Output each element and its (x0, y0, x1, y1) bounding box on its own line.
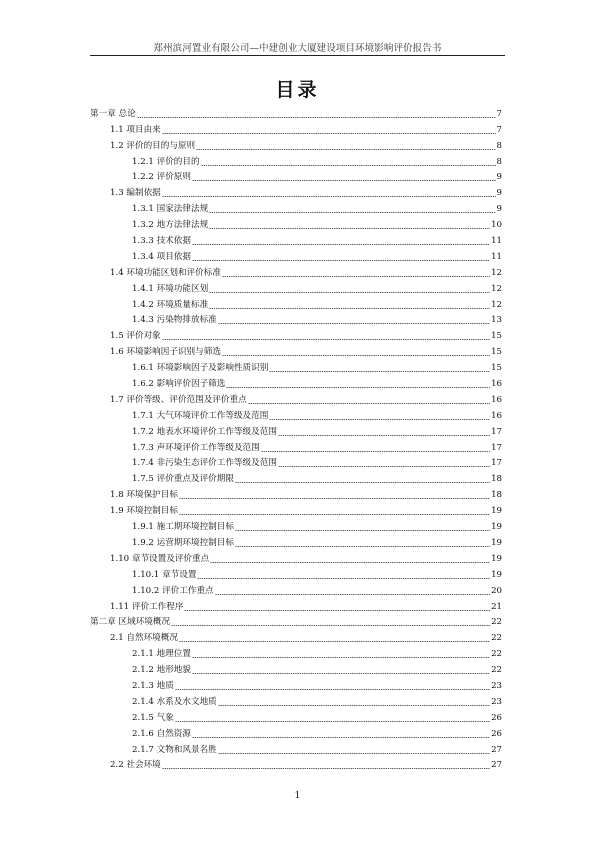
toc-entry-page: 17 (491, 426, 502, 437)
dot-leader (222, 276, 490, 277)
toc-entry[interactable] (90, 660, 502, 676)
toc-entry-page: 17 (491, 458, 502, 469)
toc-entry-label: 2.1.1 地理位置 (132, 649, 191, 660)
toc-entry-page: 26 (491, 712, 502, 723)
toc-entry-label: 1.3.3 技术依据 (132, 236, 191, 247)
toc-entry-label: 1.3.2 地方法律法规 (132, 220, 209, 231)
toc-entry-label: 1.7.3 声环境评价工作等级及范围 (132, 442, 260, 453)
toc-entry[interactable] (90, 295, 502, 311)
toc-entry[interactable] (90, 597, 502, 613)
dot-leader (235, 482, 490, 483)
toc-entry[interactable] (90, 152, 502, 168)
toc-entry-page: 7 (496, 124, 502, 135)
toc-entry[interactable] (90, 517, 502, 533)
toc-entry[interactable] (90, 581, 502, 597)
toc-entry-label: 1.9.1 施工期环境控制目标 (132, 522, 234, 533)
toc-entry[interactable] (90, 104, 502, 120)
toc-entry-page: 26 (491, 728, 502, 739)
toc-entry-page: 15 (491, 331, 502, 342)
toc-entry-page: 12 (491, 299, 502, 310)
toc-entry-label: 2.1.3 地质 (132, 680, 174, 691)
toc-entry-label: 2.1.2 地形地貌 (132, 665, 191, 676)
dot-leader (210, 562, 490, 563)
toc-entry[interactable] (90, 247, 502, 263)
toc-entry[interactable] (90, 374, 502, 390)
dot-leader (179, 641, 490, 642)
toc-entry[interactable] (90, 215, 502, 231)
toc-entry[interactable] (90, 406, 502, 422)
toc-entry-page: 13 (491, 315, 502, 326)
toc-entry-page: 17 (491, 442, 502, 453)
toc-entry-page: 15 (491, 363, 502, 374)
toc-entry[interactable] (90, 390, 502, 406)
dot-leader (192, 244, 490, 245)
dot-leader (222, 355, 490, 356)
dot-leader (162, 768, 490, 769)
toc-entry[interactable] (90, 756, 502, 772)
toc-entry-page: 11 (491, 251, 502, 262)
toc-entry[interactable] (90, 183, 502, 199)
toc-entry-label: 1.11 评价工作程序 (110, 601, 184, 612)
toc-entry-label: 1.6 环境影响因子识别与筛选 (110, 347, 221, 358)
toc-entry[interactable] (90, 358, 502, 374)
toc-entry-page: 19 (491, 537, 502, 548)
toc-entry[interactable] (90, 438, 502, 454)
toc-entry[interactable] (90, 454, 502, 470)
toc-entry-page: 22 (491, 617, 502, 628)
toc-entry-label: 1.10 章节设置及评价重点 (110, 553, 210, 564)
toc-entry-label: 1.6.1 环境影响因子及影响性质识别 (132, 363, 269, 374)
dot-leader (218, 753, 490, 754)
toc-entry[interactable] (90, 644, 502, 660)
dot-leader (269, 419, 490, 420)
toc-entry-label: 第一章 总论 (90, 108, 136, 119)
dot-leader (162, 339, 490, 340)
dot-leader (137, 117, 496, 118)
toc-entry[interactable] (90, 501, 502, 517)
dot-leader (209, 212, 495, 213)
dot-leader (278, 466, 490, 467)
toc-entry-label: 1.9.2 运营期环境控制目标 (132, 537, 234, 548)
toc-entry-page: 12 (491, 283, 502, 294)
page-number: 1 (294, 791, 301, 801)
toc-entry-page: 16 (491, 379, 502, 390)
toc-entry-page: 18 (491, 490, 502, 501)
toc-entry-label: 1.4.1 环境功能区划 (132, 283, 209, 294)
dot-leader (215, 594, 490, 595)
toc-entry-label: 1.7.4 非污染生态评价工作等级及范围 (132, 458, 277, 469)
toc-entry-label: 2.1 自然环境概况 (110, 633, 178, 644)
toc-entry-label: 1.10.2 评价工作重点 (132, 585, 214, 596)
running-header: 郑州滨河置业有限公司—中建创业大厦建设项目环境影响评价报告书 (153, 43, 442, 54)
dot-leader (192, 737, 490, 738)
toc-entry[interactable] (90, 549, 502, 565)
toc-entry-page: 20 (491, 585, 502, 596)
toc-entry-page: 15 (491, 347, 502, 358)
dot-leader (192, 673, 490, 674)
toc-entry-label: 1.3 编制依据 (110, 188, 161, 199)
toc-entry-label: 1.3.4 项目依据 (132, 251, 191, 262)
dot-leader (209, 292, 490, 293)
dot-leader (175, 689, 490, 690)
dot-leader (261, 451, 490, 452)
dot-leader (162, 133, 496, 134)
toc-entry-page: 19 (491, 569, 502, 580)
dot-leader (278, 435, 490, 436)
toc-entry-label: 1.4.2 环境质量标准 (132, 299, 209, 310)
toc-entry-label: 1.3.1 国家法律法规 (132, 204, 209, 215)
dot-leader (218, 705, 490, 706)
toc-entry-page: 27 (491, 744, 502, 755)
toc-entry-label: 2.2 社会环境 (110, 760, 161, 771)
dot-leader (184, 610, 490, 611)
toc-entry[interactable] (90, 168, 502, 184)
toc-entry-page: 19 (491, 553, 502, 564)
dot-leader (269, 371, 490, 372)
dot-leader (192, 180, 496, 181)
toc-entry-page: 9 (496, 204, 502, 215)
toc-entry-page: 18 (491, 474, 502, 485)
toc-entry[interactable] (90, 708, 502, 724)
toc-entry-page: 22 (491, 633, 502, 644)
toc-entry[interactable] (90, 740, 502, 756)
toc-entry[interactable] (90, 692, 502, 708)
toc-entry-page: 12 (491, 267, 502, 278)
dot-leader (196, 149, 495, 150)
toc-entry-page: 22 (491, 649, 502, 660)
toc-entry-page: 22 (491, 665, 502, 676)
toc-entry-page: 19 (491, 522, 502, 533)
toc-entry-page: 23 (491, 680, 502, 691)
dot-leader (162, 196, 496, 197)
toc-entry[interactable] (90, 676, 502, 692)
toc-entry[interactable] (90, 279, 502, 295)
toc-entry[interactable] (90, 263, 502, 279)
dot-leader (179, 514, 490, 515)
dot-leader (226, 387, 490, 388)
toc-entry-label: 第二章 区域环境概况 (90, 617, 171, 628)
toc-entry-label: 1.7.1 大气环境评价工作等级及范围 (132, 410, 269, 421)
toc-entry-label: 1.7.5 评价重点及评价期限 (132, 474, 234, 485)
toc-entry-page: 9 (496, 172, 502, 183)
toc-entry[interactable] (90, 136, 502, 152)
toc-entry-label: 1.1 项目由来 (110, 124, 161, 135)
toc-entry-label: 1.8 环境保护目标 (110, 490, 178, 501)
toc-entry-page: 9 (496, 188, 502, 199)
dot-leader (197, 578, 490, 579)
toc-entry-label: 1.2 评价的目的与原则 (110, 140, 196, 151)
toc-entry-page: 19 (491, 506, 502, 517)
toc-entry-label: 1.6.2 影响评价因子筛选 (132, 379, 226, 390)
toc-entry-label: 1.7.2 地表水环境评价工作等级及范围 (132, 426, 277, 437)
header-rule (90, 55, 505, 56)
dot-leader (235, 530, 490, 531)
toc-entry[interactable] (90, 120, 502, 136)
dot-leader (248, 403, 490, 404)
toc-entry-label: 1.4.3 污染物排放标准 (132, 315, 217, 326)
page-title: 目录 (275, 79, 320, 101)
dot-leader (171, 625, 490, 626)
dot-leader (175, 721, 490, 722)
toc-entry-label: 2.1.4 水系及水文地质 (132, 696, 217, 707)
toc-entry-label: 1.5 评价对象 (110, 331, 161, 342)
toc-entry-page: 23 (491, 696, 502, 707)
toc-entry-page: 21 (491, 601, 502, 612)
toc-entry[interactable] (90, 533, 502, 549)
toc-entry-label: 1.2.2 评价原则 (132, 172, 191, 183)
toc-entry[interactable] (90, 422, 502, 438)
toc-entry-label: 1.2.1 评价的目的 (132, 156, 200, 167)
toc-entry[interactable] (90, 311, 502, 327)
toc-entry[interactable] (90, 342, 502, 358)
toc-entry[interactable] (90, 613, 502, 629)
table-of-contents (90, 104, 502, 771)
dot-leader (218, 323, 490, 324)
toc-entry-page: 16 (491, 394, 502, 405)
toc-entry[interactable] (90, 469, 502, 485)
toc-entry-page: 27 (491, 760, 502, 771)
toc-entry[interactable] (90, 485, 502, 501)
dot-leader (179, 498, 490, 499)
toc-entry-page: 11 (491, 236, 502, 247)
toc-entry-label: 1.10.1 章节设置 (132, 569, 197, 580)
dot-leader (209, 308, 490, 309)
toc-entry-page: 10 (491, 220, 502, 231)
toc-entry-page: 8 (496, 156, 502, 167)
dot-leader (235, 546, 490, 547)
dot-leader (192, 657, 490, 658)
dot-leader (192, 260, 490, 261)
toc-entry-label: 1.9 环境控制目标 (110, 506, 178, 517)
toc-entry-label: 2.1.7 文物和风景名胜 (132, 744, 217, 755)
dot-leader (201, 165, 496, 166)
toc-entry-page: 7 (496, 108, 502, 119)
toc-entry-label: 1.7 评价等级、评价范围及评价重点 (110, 394, 247, 405)
toc-entry[interactable] (90, 199, 502, 215)
toc-entry[interactable] (90, 231, 502, 247)
toc-entry-label: 2.1.5 气象 (132, 712, 174, 723)
toc-entry[interactable] (90, 724, 502, 740)
dot-leader (209, 228, 490, 229)
toc-entry-page: 8 (496, 140, 502, 151)
toc-entry[interactable] (90, 628, 502, 644)
toc-entry-label: 1.4 环境功能区划和评价标准 (110, 267, 221, 278)
toc-entry[interactable] (90, 326, 502, 342)
toc-entry-label: 2.1.6 自然资源 (132, 728, 191, 739)
toc-entry-page: 16 (491, 410, 502, 421)
toc-entry[interactable] (90, 565, 502, 581)
